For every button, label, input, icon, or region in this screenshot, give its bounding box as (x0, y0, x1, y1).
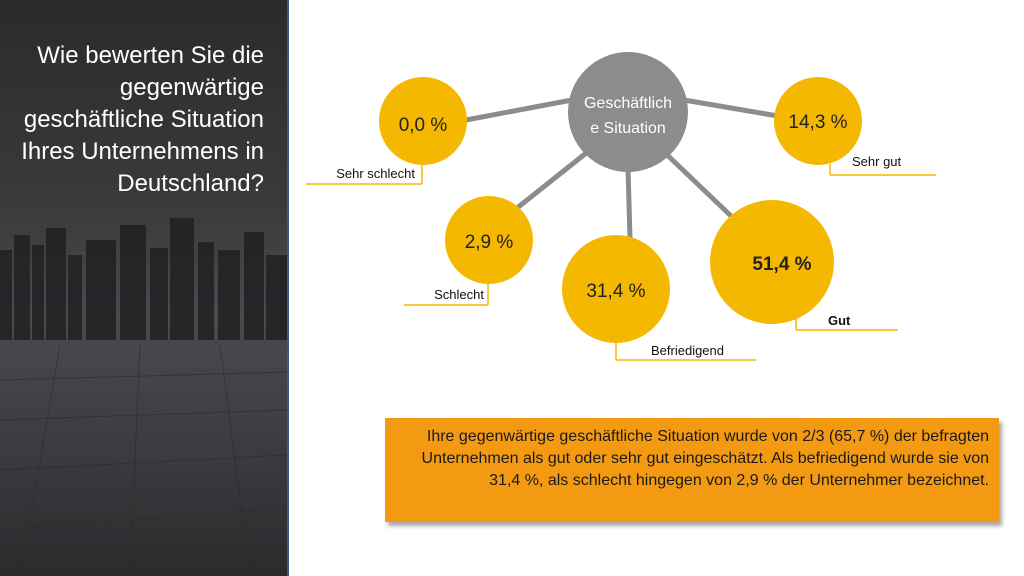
label-gut: Gut (828, 313, 851, 328)
center-label-line2: e Situation (590, 120, 666, 137)
value-befriedigend: 31,4 % (586, 281, 646, 302)
label-sehr-gut: Sehr gut (852, 154, 902, 169)
category-schlecht (404, 196, 533, 305)
summary-box (385, 418, 999, 522)
category-gut (710, 200, 898, 330)
value-schlecht: 2,9 % (464, 232, 514, 253)
label-sehr-schlecht: Sehr schlecht (336, 166, 415, 181)
value-sehr-gut: 14,3 % (788, 112, 848, 133)
value-sehr-schlecht: 0,0 % (398, 115, 448, 136)
category-sehr-schlecht (306, 77, 467, 184)
connector-befriedigend (628, 168, 630, 238)
category-sehr-gut (774, 77, 936, 175)
center-label-line1: Geschäftlich (583, 95, 673, 112)
center-node (568, 52, 688, 172)
slide-title: Wie bewerten Sie die gegenwärtige geschäftliche Situation Ihres Unternehmens in Deutschland? (21, 42, 264, 197)
connector-sehr-gut (684, 100, 778, 116)
connector-gut (662, 150, 730, 215)
summary-text: Ihre gegenwärtige geschäftliche Situation wurde von 2/3 (65,7 %) der befragten Unternehmen als gut oder sehr gut eingeschätzt. Als befriedigend wurde sie von 31,4 %, als schlecht hingegen von 2,9 % der Unternehmer bezeichnet. (421, 428, 989, 489)
connector-sehr-schlecht (466, 100, 572, 120)
label-schlecht: Schlecht (434, 287, 484, 302)
value-gut: 51,4 % (752, 254, 812, 275)
connector-schlecht (512, 150, 590, 212)
label-befriedigend: Befriedigend (651, 343, 724, 358)
